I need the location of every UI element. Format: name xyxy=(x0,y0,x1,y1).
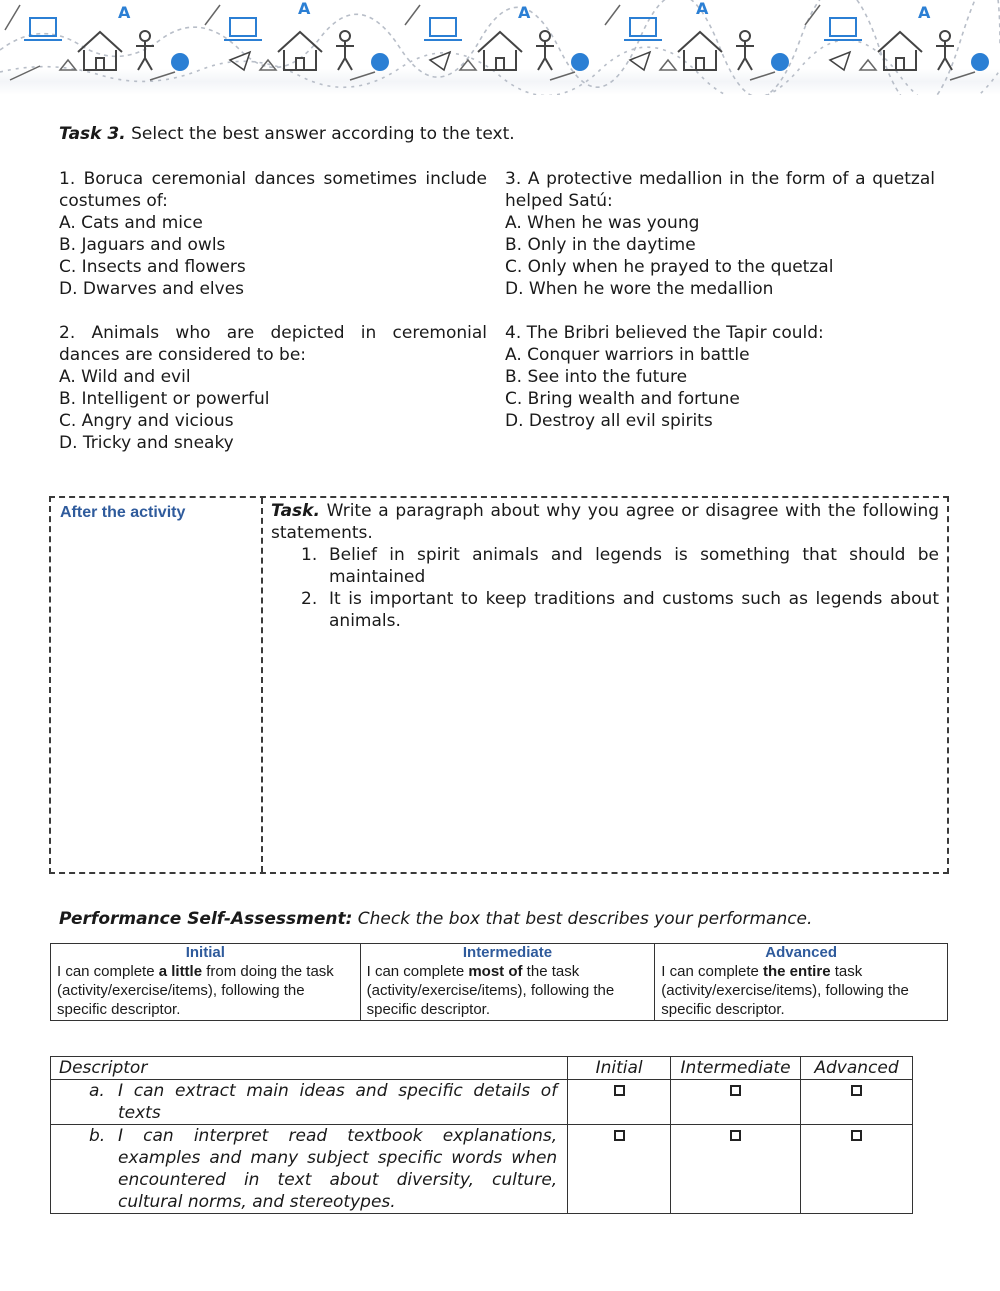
task3-instruction: Select the best answer according to the text. xyxy=(131,124,515,144)
question-stem: 3. A protective medallion in the form of a quetzal helped Satú: xyxy=(505,169,935,211)
descriptor-text: I can interpret read textbook explanations, examples and many subject specific words when encountered in text about diversity, culture, cultural norms, and stereotypes. xyxy=(118,1126,558,1212)
question-stem: 1. Boruca ceremonial dances sometimes include costumes of: xyxy=(59,169,487,211)
descriptor-cell xyxy=(51,1080,568,1125)
statement-number: 2. xyxy=(301,589,318,609)
question-4 xyxy=(505,322,935,432)
answer-option[interactable]: C. Insects and flowers xyxy=(59,257,246,277)
descriptor-table xyxy=(50,1056,913,1214)
level-desc-intermediate: I can complete most of the task (activity/exercise/items), following the specific descriptor. xyxy=(360,962,655,1020)
answer-option[interactable]: D. Tricky and sneaky xyxy=(59,433,234,453)
question-2 xyxy=(59,322,487,454)
statement-1 xyxy=(271,544,939,588)
self-assessment-heading xyxy=(59,909,812,929)
answer-option[interactable]: B. Jaguars and owls xyxy=(59,235,226,255)
question-stem: 2. Animals who are depicted in ceremonial dances are considered to be: xyxy=(59,323,487,365)
answer-option[interactable]: B. Intelligent or powerful xyxy=(59,389,270,409)
checkbox-initial[interactable] xyxy=(614,1085,625,1096)
school-doodle-pattern xyxy=(0,0,1000,95)
self-assessment-instruction: Check the box that best describes your performance. xyxy=(357,909,813,929)
question-1 xyxy=(59,168,487,300)
svg-text:A: A xyxy=(518,3,531,22)
svg-text:A: A xyxy=(298,0,311,18)
after-activity-box xyxy=(49,496,949,874)
answer-option[interactable]: D. Destroy all evil spirits xyxy=(505,411,713,431)
level-desc-advanced: I can complete the entire task (activity/exercise/items), following the specific descriptor. xyxy=(655,962,948,1020)
after-activity-label: After the activity xyxy=(60,504,186,521)
descriptor-letter: b. xyxy=(89,1126,106,1146)
descriptor-text: I can extract main ideas and specific details of texts xyxy=(118,1081,558,1123)
task3-heading xyxy=(59,124,515,144)
checkbox-advanced[interactable] xyxy=(851,1130,862,1141)
answer-option[interactable]: D. When he wore the medallion xyxy=(505,279,774,299)
descriptor-header: Descriptor xyxy=(51,1057,568,1080)
statement-number: 1. xyxy=(301,545,318,565)
answer-option[interactable]: A. Wild and evil xyxy=(59,367,191,387)
level-header-advanced: Advanced xyxy=(655,944,948,963)
advanced-header: Advanced xyxy=(801,1057,913,1080)
answer-option[interactable]: D. Dwarves and elves xyxy=(59,279,245,299)
statement-text: It is important to keep traditions and customs such as legends about animals. xyxy=(329,589,939,631)
svg-text:A: A xyxy=(918,3,931,22)
question-stem: 4. The Bribri believed the Tapir could: xyxy=(505,323,824,343)
initial-header: Initial xyxy=(568,1057,671,1080)
checkbox-initial[interactable] xyxy=(614,1130,625,1141)
answer-option[interactable]: A. When he was young xyxy=(505,213,700,233)
checkbox-advanced[interactable] xyxy=(851,1085,862,1096)
answer-option[interactable]: C. Angry and vicious xyxy=(59,411,234,431)
level-desc-initial: I can complete a little from doing the task (activity/exercise/items), following the specific descriptor. xyxy=(51,962,361,1020)
statement-text: Belief in spirit animals and legends is something that should be maintained xyxy=(329,545,939,587)
checkbox-intermediate[interactable] xyxy=(730,1130,741,1141)
task3-label: Task 3. xyxy=(59,124,126,144)
table-row xyxy=(51,1080,913,1125)
answer-option[interactable]: C. Only when he prayed to the quetzal xyxy=(505,257,834,277)
answer-option[interactable]: B. Only in the daytime xyxy=(505,235,696,255)
answer-option[interactable]: A. Conquer warriors in battle xyxy=(505,345,750,365)
descriptor-letter: a. xyxy=(89,1081,105,1101)
task-label: Task. xyxy=(271,501,320,521)
svg-text:A: A xyxy=(696,0,709,18)
question-3 xyxy=(505,168,935,300)
performance-levels-table xyxy=(50,943,948,1021)
answer-option[interactable]: C. Bring wealth and fortune xyxy=(505,389,740,409)
checkbox-intermediate[interactable] xyxy=(730,1085,741,1096)
header-banner xyxy=(0,0,1000,95)
answer-option[interactable]: B. See into the future xyxy=(505,367,688,387)
task-text: Write a paragraph about why you agree or disagree with the following statements. xyxy=(271,501,940,543)
level-header-initial: Initial xyxy=(51,944,361,963)
task-instruction xyxy=(271,500,939,544)
after-activity-label-cell xyxy=(51,498,263,872)
self-assessment-label: Performance Self-Assessment: xyxy=(59,909,353,929)
statement-2 xyxy=(271,588,939,632)
answer-option[interactable]: A. Cats and mice xyxy=(59,213,203,233)
intermediate-header: Intermediate xyxy=(671,1057,801,1080)
level-header-intermediate: Intermediate xyxy=(360,944,655,963)
writing-area[interactable] xyxy=(265,498,947,872)
svg-text:A: A xyxy=(118,3,131,22)
table-row xyxy=(51,1125,913,1214)
descriptor-cell xyxy=(51,1125,568,1214)
